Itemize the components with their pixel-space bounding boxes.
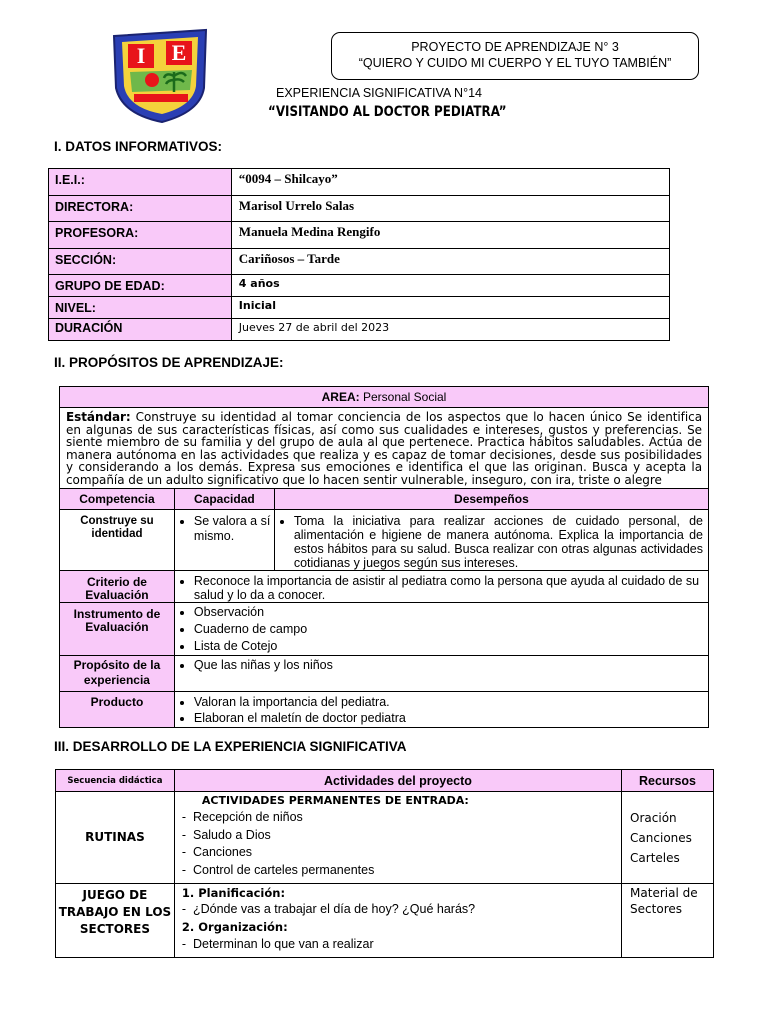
competencia-value: Construye su identidad <box>60 510 175 571</box>
area-header <box>60 387 709 408</box>
list-item: - ¿Dónde vas a trabajar el día de hoy? ¿Qué harás? <box>181 902 476 916</box>
rutinas-label: RUTINAS <box>56 792 175 884</box>
capacidad-cell <box>174 510 274 571</box>
value-directora: Marisol Urrelo Salas <box>231 196 669 222</box>
proposito-label: Propósito de la experiencia <box>60 656 175 692</box>
juego-planificacion: 1. Planificación: <box>181 886 286 900</box>
datos-table <box>48 168 670 341</box>
label-iei: I.E.I.: <box>49 169 232 196</box>
table-row <box>60 571 709 603</box>
experience-number: EXPERIENCIA SIGNIFICATIVA N°14 <box>276 86 482 100</box>
label-profesora: PROFESORA: <box>49 222 232 249</box>
table-row <box>60 387 709 408</box>
table-row <box>56 770 714 792</box>
table-row <box>60 510 709 571</box>
estandar-cell <box>60 408 709 489</box>
juego-cell <box>174 884 621 958</box>
list-item: - Canciones <box>181 845 253 859</box>
table-row <box>60 489 709 510</box>
col-competencia: Competencia <box>60 489 175 510</box>
label-directora: DIRECTORA: <box>49 196 232 222</box>
table-row <box>60 656 709 692</box>
producto-cell <box>174 692 708 728</box>
logo-letter-i: I <box>136 43 146 68</box>
criterio-item: • Reconoce la importancia de asistir al pediatra como la persona que ayuda al cuidado de su salud y lo da a conocer. <box>194 574 700 602</box>
table-row <box>49 169 670 196</box>
producto-item: • Elaboran el maletín de doctor pediatra <box>194 710 708 726</box>
school-logo <box>108 28 212 124</box>
experience-title: “VISITANDO AL DOCTOR PEDIATRA” <box>268 104 507 120</box>
table-row <box>56 792 714 884</box>
label-duracion: DURACIÓN <box>49 319 232 341</box>
table-row <box>49 222 670 249</box>
estandar-text: Construye su identidad al tomar conciencia de los aspectos que lo hacen único Se identifica en algunas de sus características físicas, así como sus cualidades e intereses, gustos y preferencias. Se siente miembro de su familia y del grupo de aula al que pertenece. Practica hábitos saludables. Actúa de manera autónoma en las actividades que realiza y es capaz de tomar decisiones, desde sus posibilidades y considerando a los demás. Expresa sus emociones e identifica el que las originan. Busca y acepta la compañía de un adulto significativo que lo hacen sentir vulnerable, inseguro, con ira, triste o alegre <box>66 410 702 487</box>
col-desempenos: Desempeños <box>274 489 708 510</box>
proposito-item: • Que las niñas y los niños <box>194 658 708 673</box>
proposito-cell <box>174 656 708 692</box>
capacidad-value: • Se valora a sí mismo. <box>194 514 274 544</box>
section-desarrollo-heading: III. DESARROLLO DE LA EXPERIENCIA SIGNIFICATIVA <box>54 739 407 754</box>
criterio-label: Criterio de Evaluación <box>60 571 175 603</box>
rutinas-title: ACTIVIDADES PERMANENTES DE ENTRADA: <box>201 794 469 807</box>
table-row <box>60 408 709 489</box>
section-propositos-heading: II. PROPÓSITOS DE APRENDIZAJE: <box>54 355 284 370</box>
list-item: - Determinan lo que van a realizar <box>181 936 374 951</box>
juego-recursos: Material de Sectores <box>622 884 714 958</box>
section-datos-heading: I. DATOS INFORMATIVOS: <box>54 139 222 154</box>
project-title-box <box>331 32 699 80</box>
recurso-item: Carteles <box>630 850 680 865</box>
logo-letter-e: E <box>171 40 187 65</box>
project-number: PROYECTO DE APRENDIZAJE N° 3 <box>411 40 619 54</box>
label-nivel: NIVEL: <box>49 297 232 319</box>
propositos-table <box>59 386 709 728</box>
table-row <box>60 692 709 728</box>
rutinas-recursos <box>622 792 714 884</box>
table-row <box>49 297 670 319</box>
value-iei: “0094 – Shilcayo” <box>231 169 669 196</box>
table-row <box>49 249 670 275</box>
project-name: “QUIERO Y CUIDO MI CUERPO Y EL TUYO TAMBIÉN” <box>358 56 672 70</box>
table-row <box>49 196 670 222</box>
table-row <box>49 319 670 341</box>
value-duracion: Jueves 27 de abril del 2023 <box>231 319 669 341</box>
list-item: - Saludo a Dios <box>181 827 271 842</box>
juego-label: JUEGO DE TRABAJO EN LOS SECTORES <box>56 884 175 958</box>
area-label: AREA: <box>321 390 360 404</box>
instrumento-item: • Cuaderno de campo <box>194 621 708 638</box>
table-row <box>56 884 714 958</box>
col-actividades: Actividades del proyecto <box>174 770 621 792</box>
criterio-cell <box>174 571 708 603</box>
desempeno-cell <box>274 510 708 571</box>
instrumento-label: Instrumento de Evaluación <box>60 603 175 656</box>
table-row <box>60 603 709 656</box>
value-seccion: Cariñosos – Tarde <box>231 249 669 275</box>
label-grupo-edad: GRUPO DE EDAD: <box>49 275 232 297</box>
value-grupo-edad: 4 años <box>231 275 669 297</box>
recurso-item: Canciones <box>630 830 692 845</box>
juego-organizacion: 2. Organización: <box>181 919 288 934</box>
value-nivel: Inicial <box>231 297 669 319</box>
value-profesora: Manuela Medina Rengifo <box>231 222 669 249</box>
col-recursos: Recursos <box>622 770 714 792</box>
desarrollo-table <box>55 769 714 958</box>
recurso-item: Oración <box>630 810 677 825</box>
instrumento-item: • Lista de Cotejo <box>194 638 708 655</box>
producto-label: Producto <box>60 692 175 728</box>
producto-item: • Valoran la importancia del pediatra. <box>194 694 708 710</box>
estandar-label: Estándar: <box>66 410 131 424</box>
table-row <box>49 275 670 297</box>
col-capacidad: Capacidad <box>174 489 274 510</box>
desempeno-value: • Toma la iniciativa para realizar acciones de cuidado personal, de alimentación e higiene de manera autónoma. Explica la importancia de estos hábitos para su salud. Busca realizar con otras algunas actividades cotidianas y juegos según sus intereses. <box>294 514 703 570</box>
instrumento-cell <box>174 603 708 656</box>
rutinas-cell <box>174 792 621 884</box>
list-item: - Recepción de niños <box>181 810 303 824</box>
col-secuencia: Secuencia didáctica <box>56 770 175 792</box>
instrumento-item: • Observación <box>194 604 708 621</box>
area-value: Personal Social <box>362 390 447 404</box>
label-seccion: SECCIÓN: <box>49 249 232 275</box>
list-item: - Control de carteles permanentes <box>181 862 375 877</box>
